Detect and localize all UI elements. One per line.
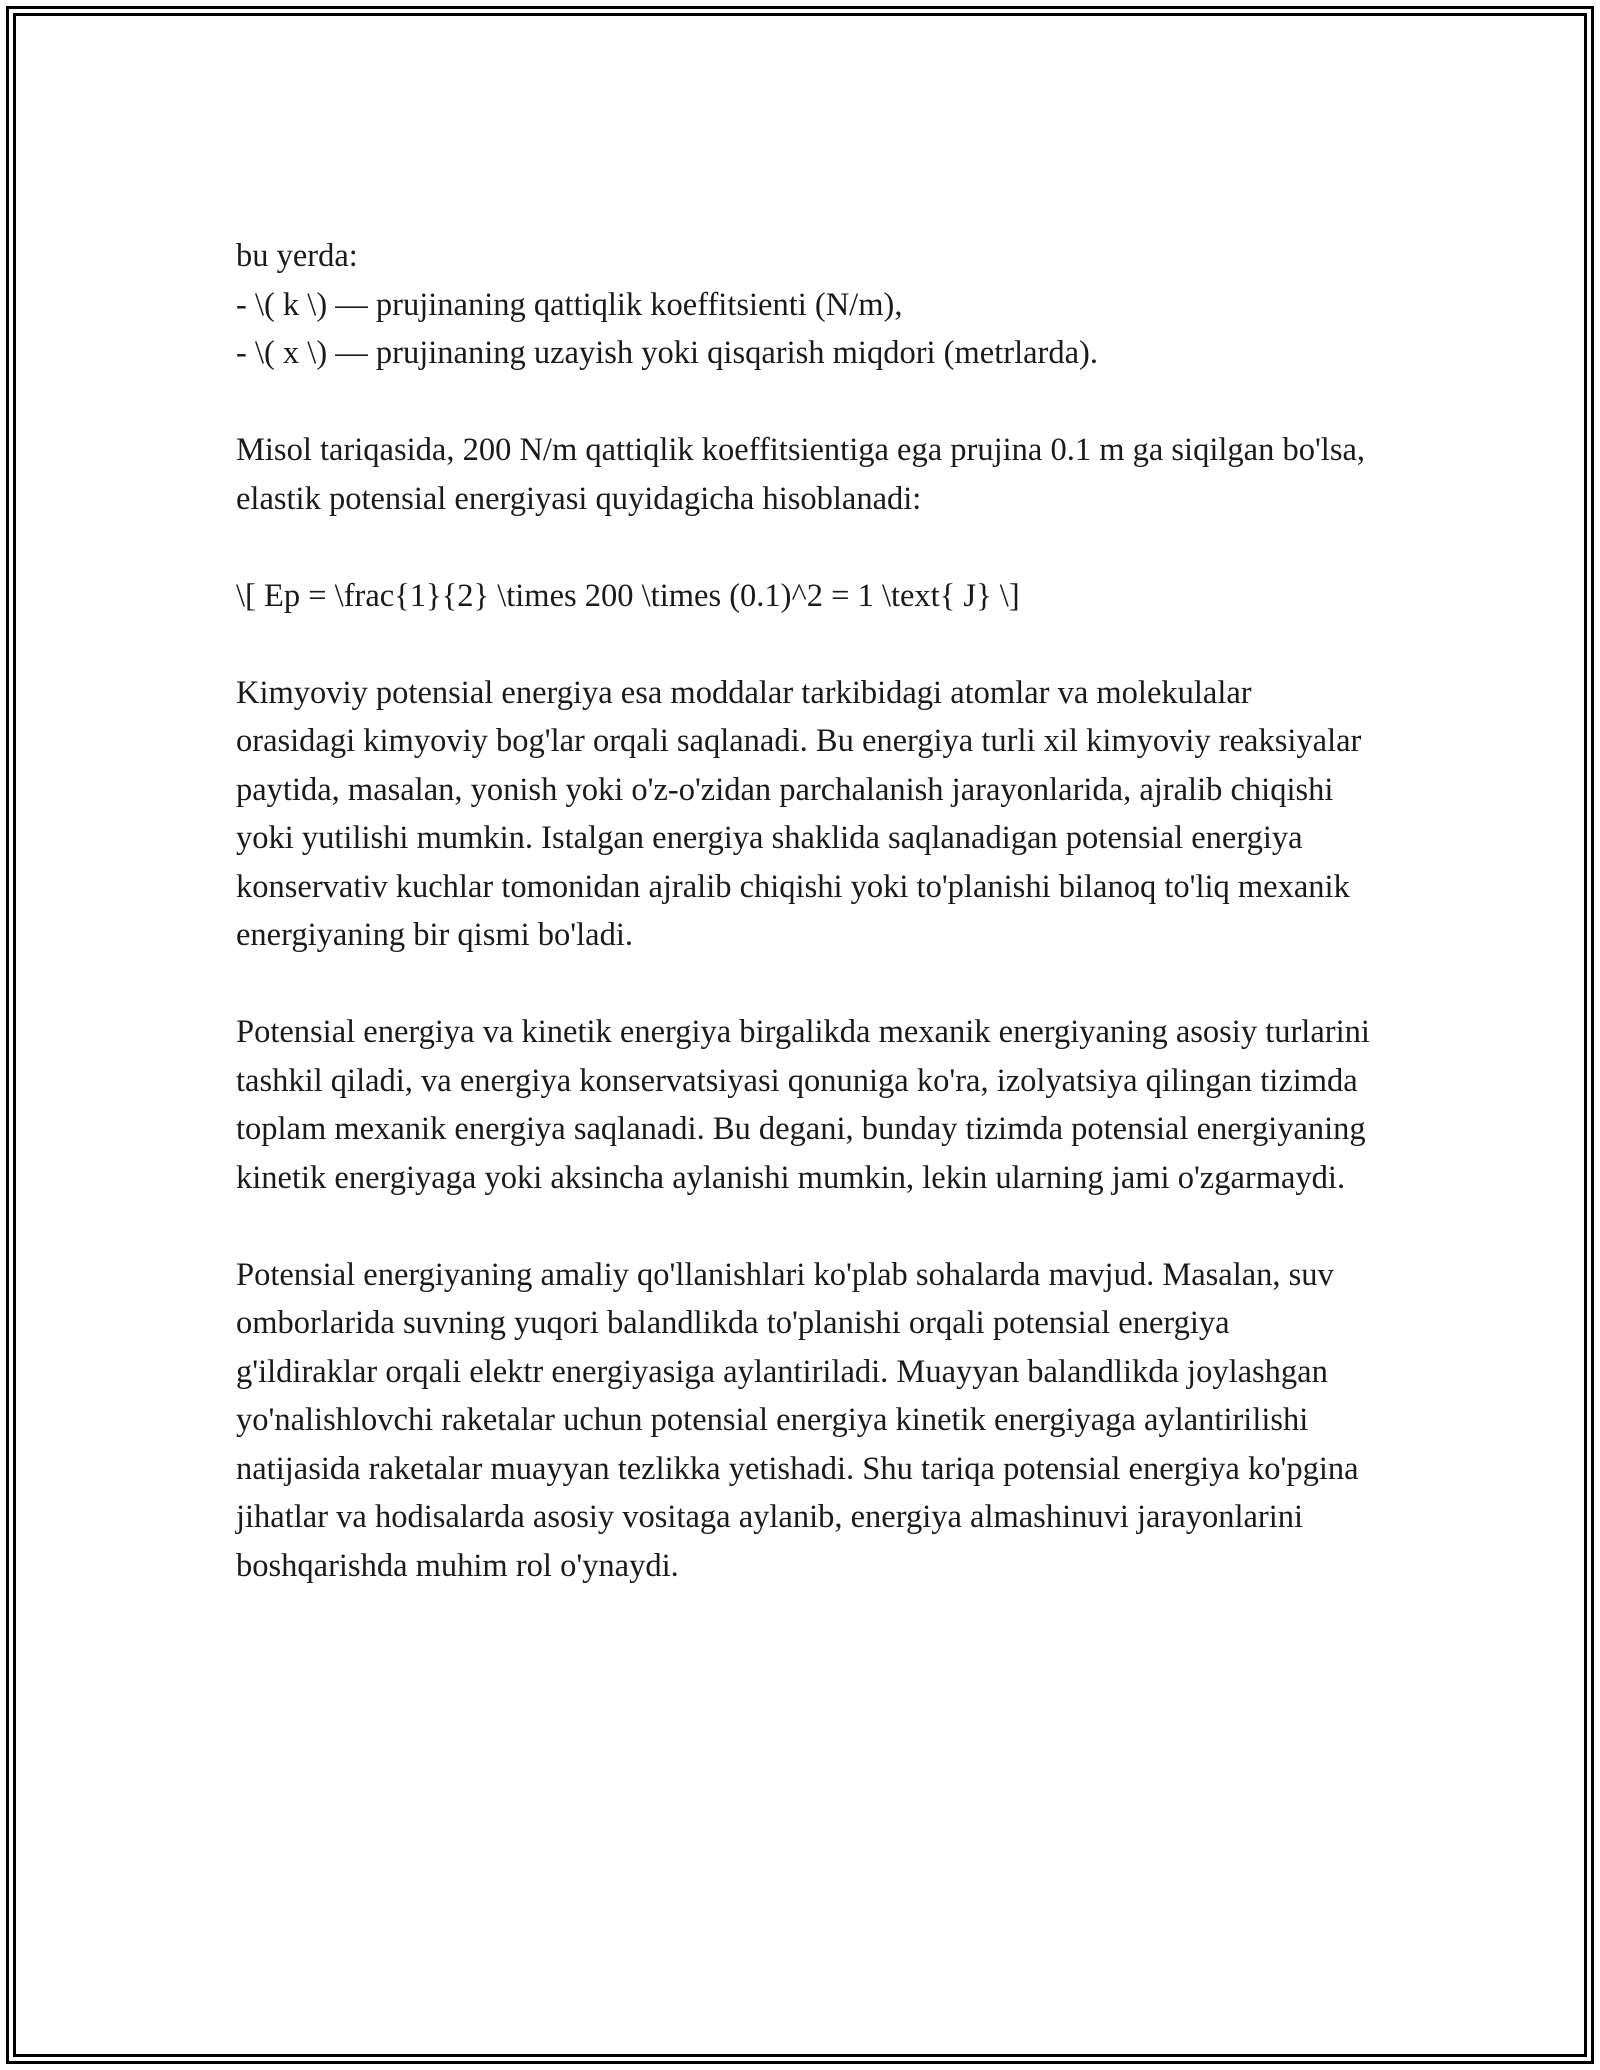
paragraph-chemical: Kimyoviy potensial energiya esa moddalar tarkibidagi atomlar va molekulalar orasidagi kimyoviy bog'lar orqali saqlanadi. Bu energiya turli xil kimyoviy reaksiyalar paytida, masalan, yonish yoki o'z-o'zidan parchalanish jarayonlarida, ajralib chiqishi yoki yutilishi mumkin. Istalgan energiya shaklida saqlanadigan potensial energiya konservativ kuchlar tomonidan ajralib chiqishi yoki to'planishi bilanoq to'liq mexanik energiyaning bir qismi bo'ladi. <box>236 674 1362 953</box>
paragraph-conservation: Potensial energiya va kinetik energiya birgalikda mexanik energiyaning asosiy turlarini tashkil qiladi, va energiya konservatsiyasi qonuniga ko'ra, izolyatsiya qilingan tizimda toplam mexanik energiya saqlanadi. Bu degani, bunday tizimda potensial energiyaning kinetik energiyaga yoki aksincha aylanishi mumkin, lekin ularning jami o'zgarmaydi. <box>236 1014 1370 1196</box>
document-body <box>236 232 1376 1639</box>
paragraph-applications: Potensial energiyaning amaliy qo'llanishlari ko'plab sohalarda mavjud. Masalan, suv omborlarida suvning yuqori balandlikda to'planishi orqali potensial energiya g'ildiraklar orqali elektr energiyasiga aylantiriladi. Muayyan balandlikda joylashgan yo'nalishlovchi raketalar uchun potensial energiya kinetik energiyaga aylantirilishi natijasida raketalar muayyan tezlikka yetishadi. Shu tariqa potensial energiya ko'pgina jihatlar va hodisalarda asosiy vositaga aylanib, energiya almashinuvi jarayonlarini boshqarishda muhim rol o'ynaydi. <box>236 1256 1359 1584</box>
bullet-k: - \( k \) — prujinaning qattiqlik koeffitsienti (N/m), <box>236 286 903 323</box>
bullet-x: - \( x \) — prujinaning uzayish yoki qisqarish miqdori (metrlarda). <box>236 335 1098 371</box>
paragraph-example: Misol tariqasida, 200 N/m qattiqlik koeffitsientiga ega prujina 0.1 m ga siqilgan bo'lsa, elastik potensial energiyasi quyidagicha hisoblanadi: <box>236 432 1366 517</box>
formula-line: \[ Ep = \frac{1}{2} \times 200 \times (0.1)^2 = 1 \text{ J} \] <box>236 577 1020 614</box>
intro-line: bu yerda: <box>236 238 358 274</box>
